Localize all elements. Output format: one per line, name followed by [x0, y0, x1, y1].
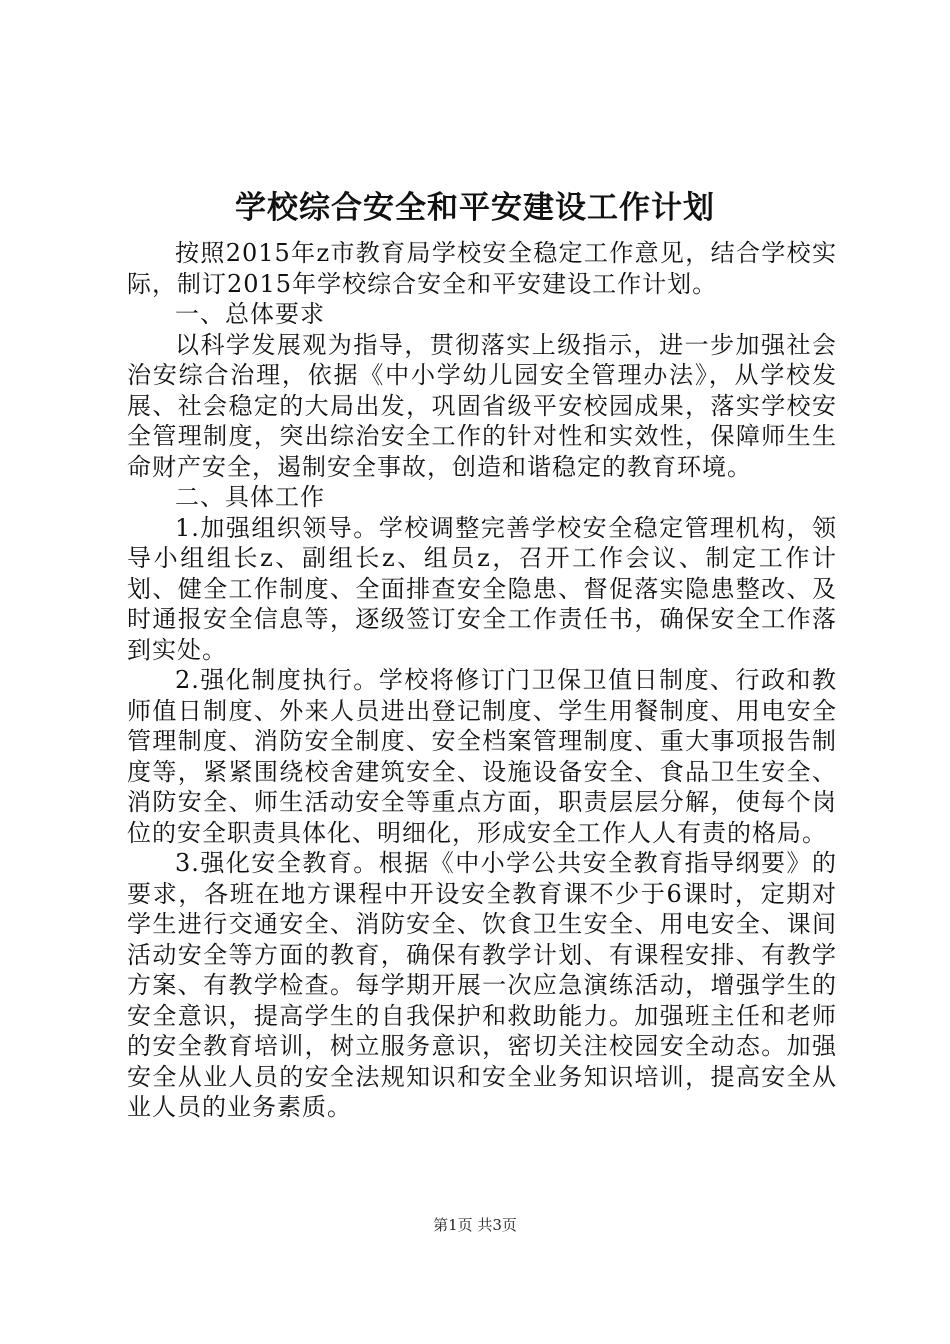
item-1-paragraph: 1.加强组织领导。学校调整完善学校安全稳定管理机构，领导小组组长z、副组长z、组员z，召开工作会议、制定工作计划、健全工作制度、全面排查安全隐患、督促落实隐患整改、及时通报安全信息等，逐级签订安全工作责任书，确保安全工作落到实处。	[127, 513, 837, 664]
section-heading-specific: 二、具体工作	[175, 483, 325, 511]
document-body	[127, 238, 837, 1123]
item-2-paragraph: 2.强化制度执行。学校将修订门卫保卫值日制度、行政和教师值日制度、外来人员进出登记制度、学生用餐制度、用电安全管理制度、消防安全制度、安全档案管理制度、重大事项报告制度等，紧紧围绕校舍建筑安全、设施设备安全、食品卫生安全、消防安全、师生活动安全等重点方面，职责层层分解，使每个岗位的安全职责具体化、明细化，形成安全工作人人有责的格局。	[127, 666, 837, 847]
intro-paragraph: 按照2015年z市教育局学校安全稳定工作意见，结合学校实际，制订2015年学校综合安全和平安建设工作计划。	[127, 239, 837, 298]
document-title: 学校综合安全和平安建设工作计划	[235, 190, 715, 226]
general-requirements-paragraph: 以科学发展观为指导，贯彻落实上级指示，进一步加强社会治安综合治理，依据《中小学幼儿园安全管理办法》，从学校发展、社会稳定的大局出发，巩固省级平安校园成果，落实学校安全管理制度，突出综治安全工作的针对性和实效性，保障师生生命财产安全，遏制安全事故，创造和谐稳定的教育环境。	[127, 330, 837, 481]
page-footer: 第1页 共3页	[433, 1216, 517, 1234]
item-3-paragraph: 3.强化安全教育。根据《中小学公共安全教育指导纲要》的要求，各班在地方课程中开设安全教育课不少于6课时，定期对学生进行交通安全、消防安全、饮食卫生安全、用电安全、课间活动安全等方面的教育，确保有教学计划、有课程安排、有教学方案、有教学检查。每学期开展一次应急演练活动，增强学生的安全意识，提高学生的自我保护和救助能力。加强班主任和老师的安全教育培训，树立服务意识，密切关注校园安全动态。加强安全从业人员的安全法规知识和安全业务知识培训，提高安全从业人员的业务素质。	[127, 849, 837, 1121]
section-heading-general: 一、总体要求	[175, 300, 325, 328]
